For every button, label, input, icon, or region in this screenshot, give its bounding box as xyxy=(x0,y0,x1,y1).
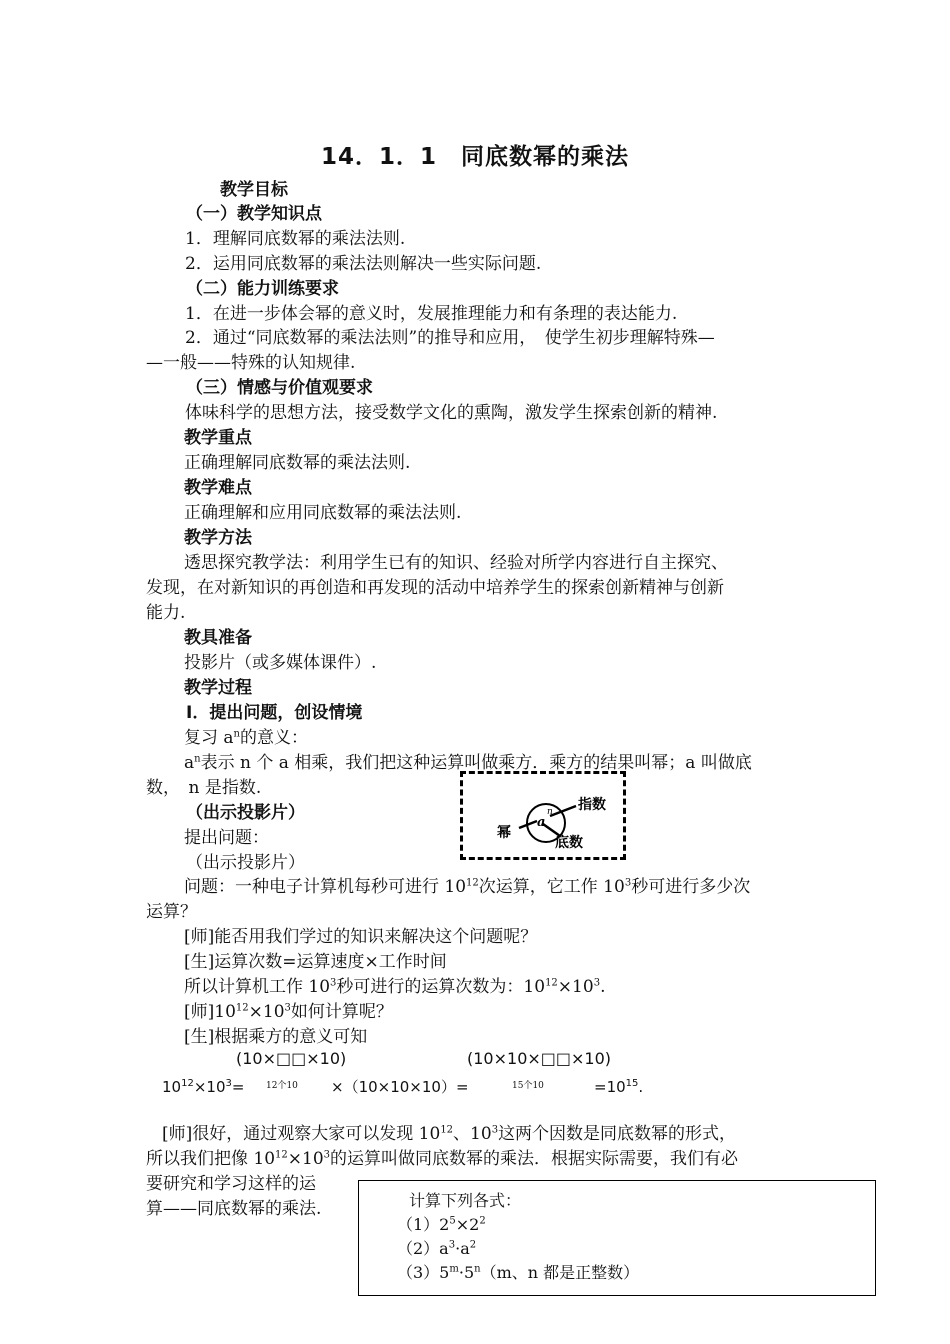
exercise-item-1: $(1)2^5\times 2^2$ xyxy=(397,1215,486,1234)
section2-item1: 1．在进一步体会幂的意义时，发展推理能力和有条理的表达能力. xyxy=(185,304,678,324)
student-line2: [生]根据乘方的意义可知 xyxy=(184,1027,368,1047)
section2-item2-line2: —一般——特殊的认知规律. xyxy=(146,353,356,373)
diagram-exponent-label: 指数 xyxy=(578,797,606,813)
exercise-box xyxy=(358,1180,876,1296)
section3-heading: （三）情感与价值观要求 xyxy=(186,378,373,398)
section1-item1: 1．理解同底数幂的乘法法则. xyxy=(185,229,406,249)
part1-heading: Ⅰ．提出问题，创设情境 xyxy=(186,703,363,723)
diagram-base-a: a xyxy=(537,815,546,830)
power-diagram-box xyxy=(460,771,626,860)
difficulty-heading: 教学难点 xyxy=(184,478,252,498)
exercise-item-2: $(2)a^3\cdot a^2$ xyxy=(397,1239,477,1258)
teacher-line3-cont: 所以我们把像 $10^{12}\times 10^3$的运算叫做同底数幂的乘法．根据实际需要，我们有必 xyxy=(146,1149,739,1169)
teacher-line2: [师]$10^{12}\times 10^3$如何计算呢？ xyxy=(184,1002,393,1022)
student-line1: [生]运算次数=运算速度×工作时间 xyxy=(184,952,447,972)
diagram-base-label: 底数 xyxy=(555,835,583,851)
show-slide-1: （出示投影片） xyxy=(186,803,305,823)
review-line: 复习 $a^n$的意义： xyxy=(184,728,308,748)
show-slide-2: （出示投影片） xyxy=(186,853,305,873)
teacher-line3-cont2: 要研究和学习这样的运 xyxy=(146,1174,316,1194)
equation-middle: ×（10×10×10）= xyxy=(331,1078,469,1096)
method-line2: 发现，在对新知识的再创造和再发现的活动中培养学生的探索创新精神与创新 xyxy=(146,578,724,598)
teacher-line3-cont3: 算——同底数幂的乘法. xyxy=(146,1199,322,1219)
method-heading: 教学方法 xyxy=(184,528,252,548)
an-meaning-line2: 数， n 是指数. xyxy=(146,778,262,798)
ask-question: 提出问题： xyxy=(184,828,269,848)
teacher-line1: [师]能否用我们学过的知识来解决这个问题呢？ xyxy=(184,927,538,947)
exercise-heading: 计算下列各式： xyxy=(409,1191,522,1210)
section1-item2: 2．运用同底数幂的乘法法则解决一些实际问题. xyxy=(185,254,542,274)
an-meaning-line1: $a^n$表示 n 个 a 相乘，我们把这种运算叫做乘方．乘方的结果叫幂；a 叫做底 xyxy=(184,753,752,773)
key-heading: 教学重点 xyxy=(184,428,252,448)
teacher-line3: [师]很好，通过观察大家可以发现 $10^{12}$、$10^3$这两个因数是同底数幂的形式， xyxy=(162,1124,737,1144)
equation-right: $=10^{15}$. xyxy=(594,1078,644,1096)
page-title: 14．1．1 同底数幂的乘法 xyxy=(320,144,629,170)
section1-heading: （一）教学知识点 xyxy=(186,204,322,224)
section3-item1: 体味科学的思想方法，接受数学文化的熏陶，激发学生探索创新的精神. xyxy=(185,403,718,423)
diagram-power-label: 幂 xyxy=(497,825,511,841)
equation-underbrace-label-2: 15个10 xyxy=(512,1081,544,1091)
section2-item2-line1: 2．通过“同底数幂的乘法法则”的推导和应用， 使学生初步理解特殊— xyxy=(185,328,715,348)
question-line2: 运算？ xyxy=(146,902,197,922)
process-heading: 教学过程 xyxy=(184,678,252,698)
therefore-line: 所以计算机工作 $10^3$秒可进行的运算次数为：$10^{12}\times 10^3$. xyxy=(184,977,606,997)
method-line1: 透思探究教学法：利用学生已有的知识、经验对所学内容进行自主探究、 xyxy=(184,553,728,573)
method-line3: 能力. xyxy=(146,603,186,623)
tools-heading: 教具准备 xyxy=(184,628,252,648)
equation-group-top-2: (10×10×□□×10) xyxy=(467,1049,612,1068)
goals-heading: 教学目标 xyxy=(220,180,288,200)
power-diagram xyxy=(463,774,623,857)
diagram-exponent-n: n xyxy=(547,807,553,817)
section2-heading: （二）能力训练要求 xyxy=(186,279,339,299)
key-text: 正确理解同底数幂的乘法法则. xyxy=(184,453,411,473)
equation-underbrace-label-1: 12个10 xyxy=(266,1081,298,1091)
difficulty-text: 正确理解和应用同底数幂的乘法法则. xyxy=(184,503,462,523)
tools-text: 投影片（或多媒体课件）. xyxy=(184,653,377,673)
exercise-item-3: $(3)5^m\cdot 5^n(m$、n 都是正整数） xyxy=(397,1263,640,1282)
equation-left: $10^{12}\times 10^3=$ xyxy=(162,1078,245,1096)
question-line1: 问题：一种电子计算机每秒可进行 $10^{12}$次运算，它工作 $10^3$秒可进行多少次 xyxy=(184,877,751,897)
equation-group-top-1: (10×□□×10) xyxy=(236,1049,347,1068)
